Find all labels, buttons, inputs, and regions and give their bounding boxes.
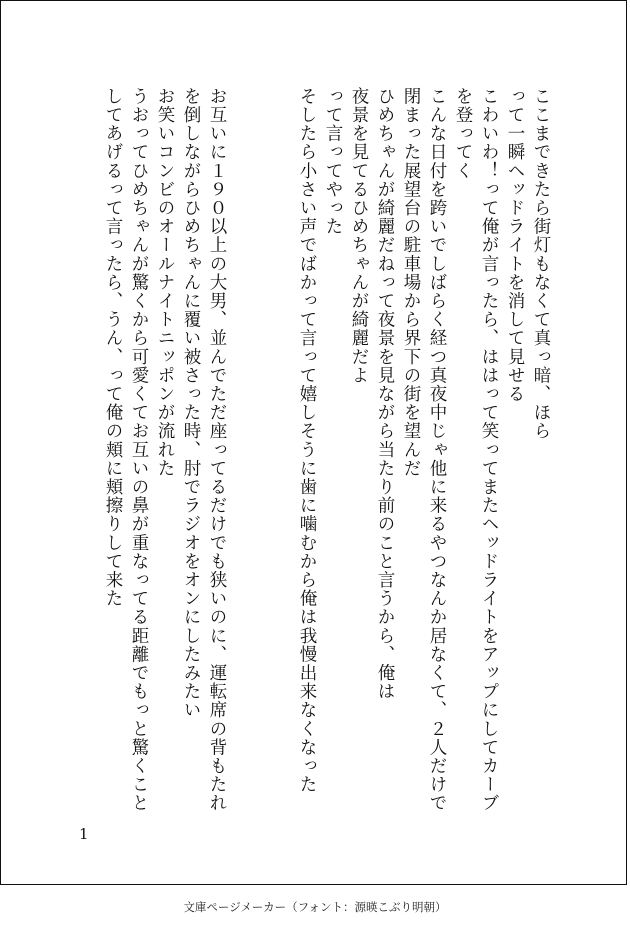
text-line-13: お笑いコンビのオールナイトニッポンが流れた [155, 87, 175, 478]
text-line-12: を倒しながらひめちゃんに覆い被さった時、肘でラジオをオンにしたみたい [181, 87, 201, 720]
text-line-6: 閉まった展望台の駐車場から界下の街を望んだ [401, 87, 421, 478]
text-line-1: ここまできたら街灯もなくて真っ暗、ほら [531, 87, 551, 441]
text-line-14: うおってひめちゃんが驚くから可愛くてお互いの鼻が重なってる距離でもっと驚くこと [129, 87, 149, 813]
text-line-4: を登ってく [453, 87, 473, 180]
text-line-11: お互いに１９０以上の大男、並んでただ座ってるだけでも狭いのに、運転席の背もたれ [207, 87, 227, 813]
text-line-7: ひめちゃんが綺麗だねって夜景を見ながら当たり前のこと言うから、俺は [375, 87, 395, 701]
footer-credit: 文庫ページメーカー（フォント：源暎こぶり明朝） [183, 900, 447, 914]
page-number: 1 [79, 825, 89, 843]
text-line-2: って一瞬ヘッドライトを消して見せる [505, 87, 525, 404]
text-line-15: してあげるって言ったら、うん、って俺の頬に頬擦りして来た [103, 87, 123, 608]
text-line-9: って言ってやった [323, 87, 343, 236]
text-line-5: こんな日付を跨いでしばらく経つ真夜中じゃ他に来るやつなんか居なくて、２人だけで [427, 87, 447, 813]
text-line-8: 夜景を見てるひめちゃんが綺麗だよ [349, 87, 369, 385]
text-line-3: こわいわ！って俺が言ったら、ははって笑ってまたヘッドライトをアップにしてカーブ [479, 87, 499, 813]
text-line-10: そしたら小さい声でばかって言って嬉しそうに歯に噛むから俺は我慢出来なくなった [297, 87, 317, 794]
